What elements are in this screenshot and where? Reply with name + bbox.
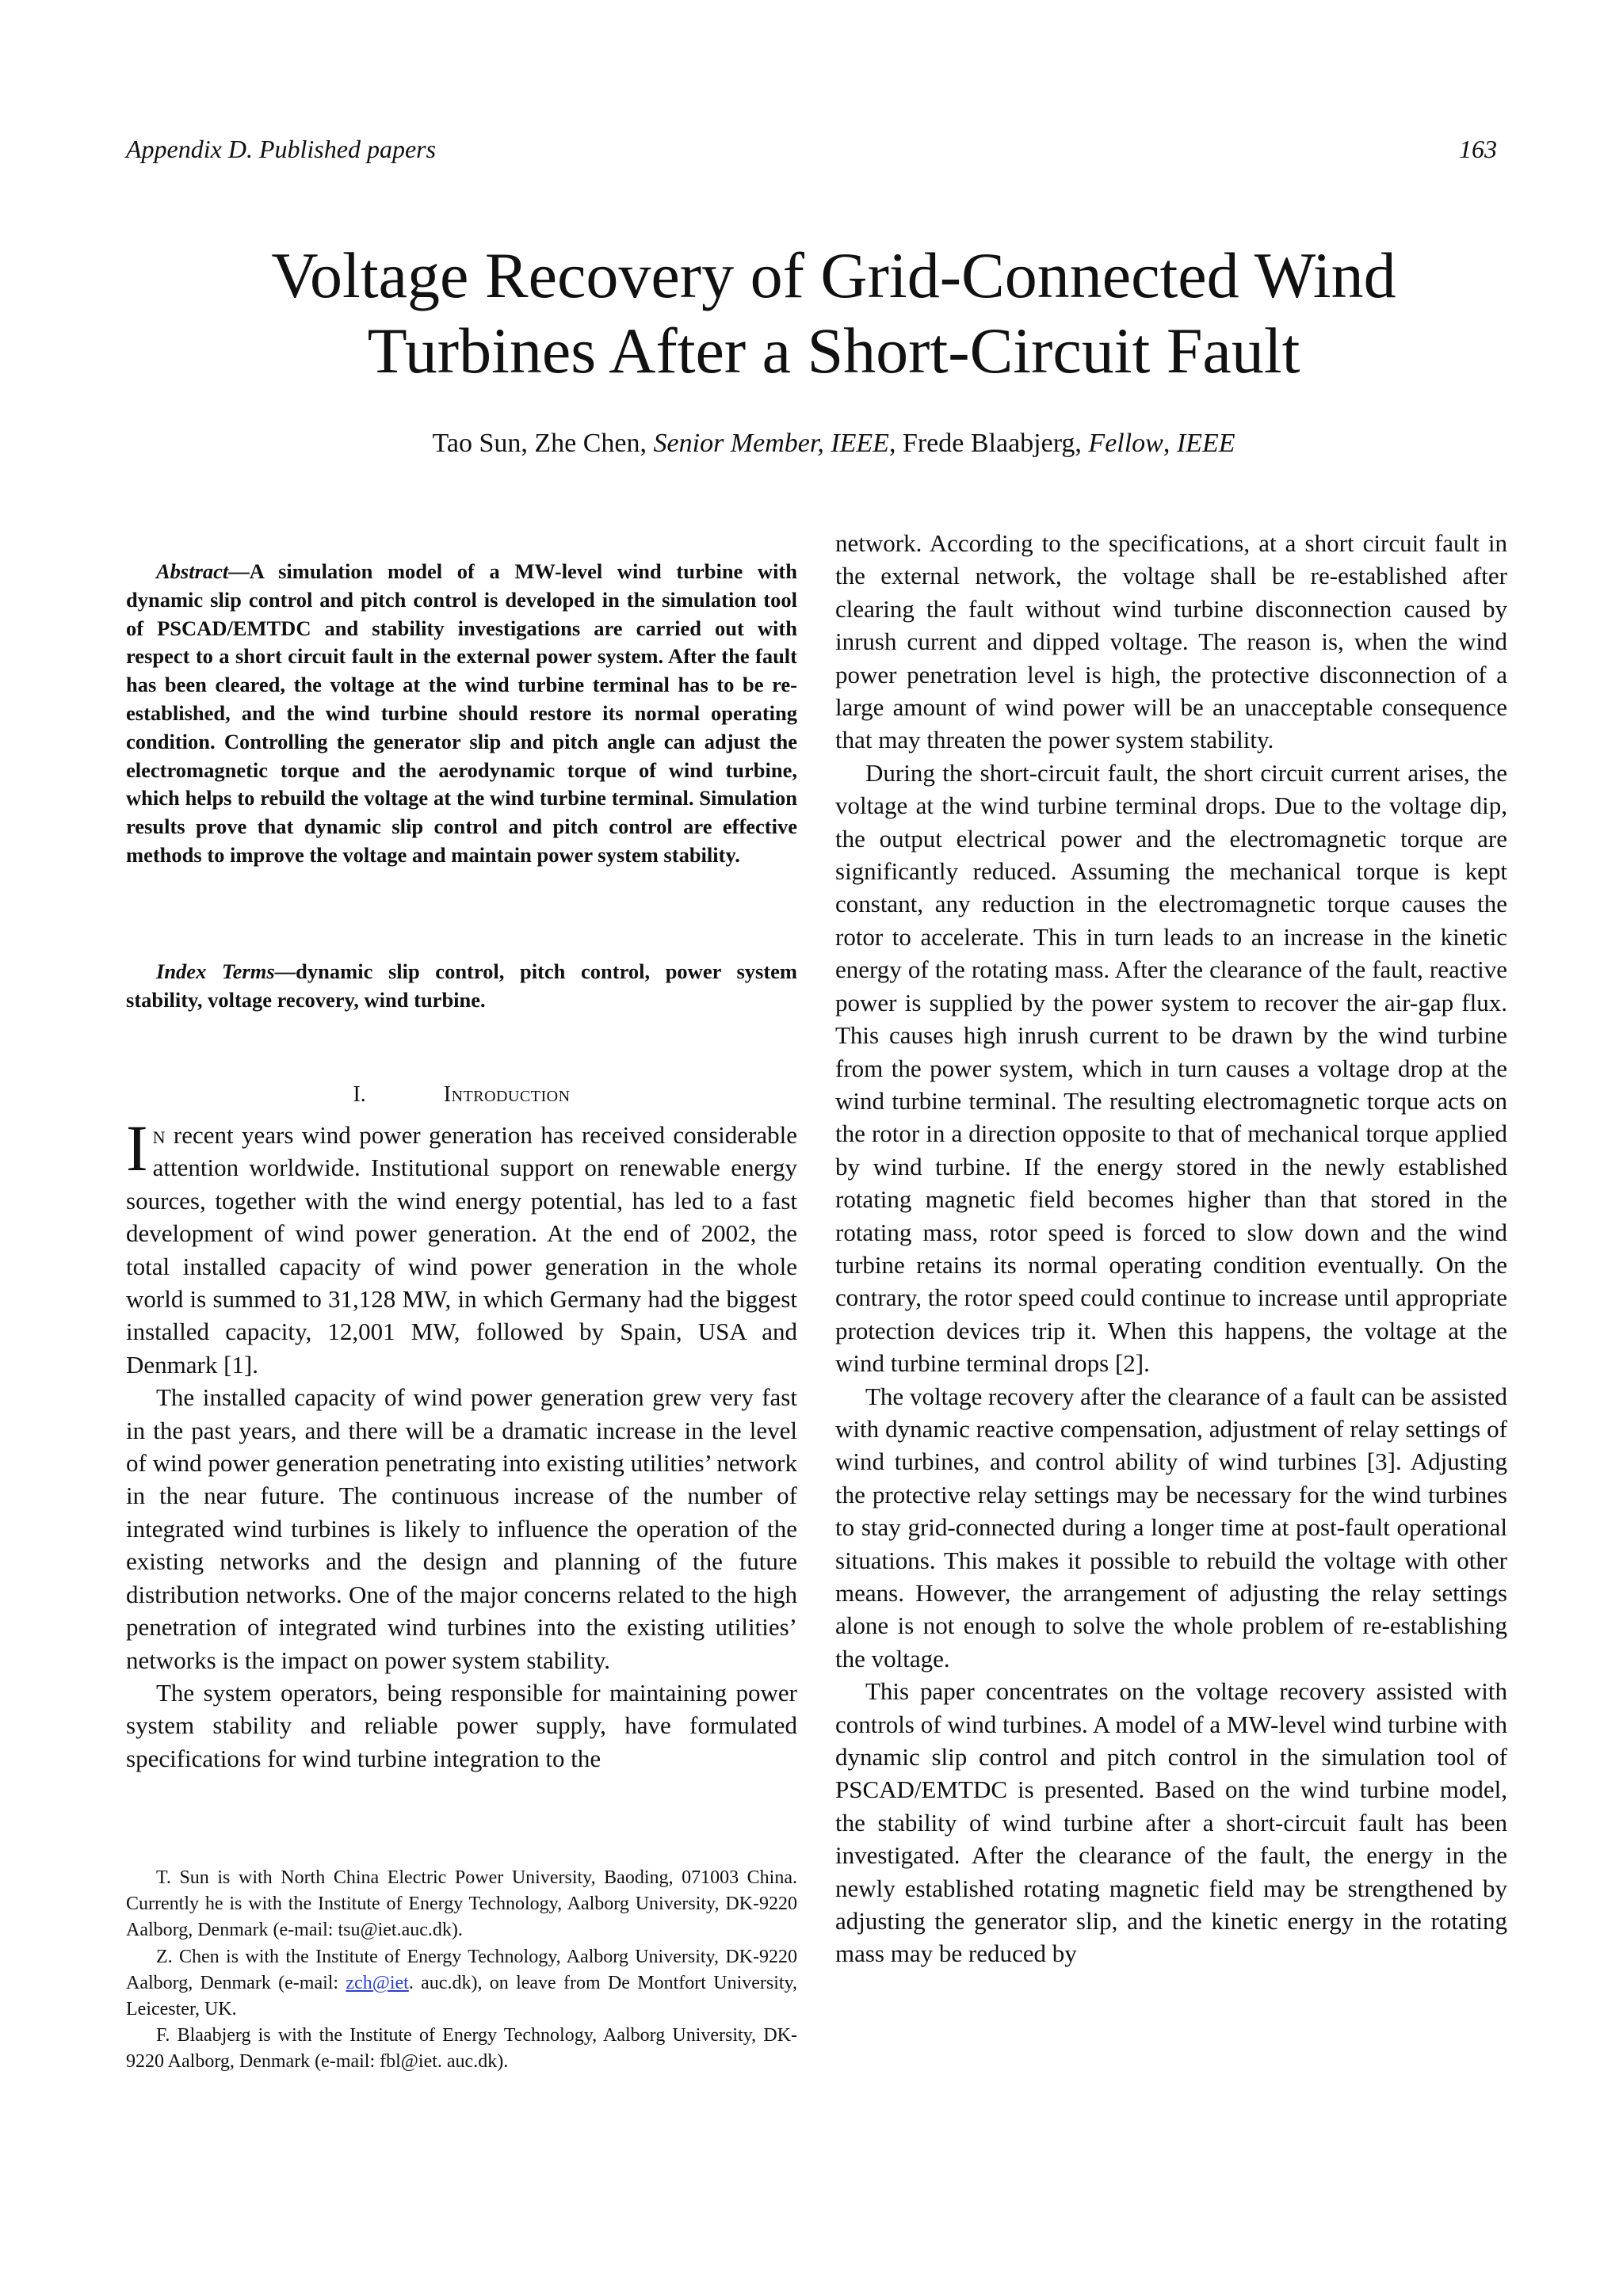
section-title: Introduction (443, 1082, 571, 1107)
paper-title-line-1: Voltage Recovery of Grid-Connected Wind (271, 239, 1396, 311)
right-column-body (835, 527, 1507, 1970)
section-number: I. (353, 1082, 366, 1107)
footnote-3: F. Blaabjerg is with the Institute of Energy Technology, Aalborg University, DK-9220 Aalborg, Denmark (e-mail: fbl@iet. auc.dk). (126, 2025, 797, 2073)
author-line (158, 426, 1509, 461)
intro-paragraph-3: The system operators, being responsible for maintaining power system stability and reliable power supply, have formulated specifications for wind turbine integration to the (126, 1678, 797, 1772)
right-paragraph-1: network. According to the specifications, at a short circuit fault in the external network, the voltage shall be re-established after clearing the fault without wind turbine disconnection caused by inrush current and dipped voltage. The reason is, when the wind power penetration level is high, the protective disconnection of a large amount of wind power will be an unacceptable consequence that may threaten the power system stability. (835, 529, 1507, 754)
right-paragraph-4: This paper concentrates on the voltage recovery assisted with controls of wind turbines. A model of a MW-level wind turbine with dynamic slip control and pitch control in the simulation tool of PSCAD/EMTDC is presented. Based on the wind turbine model, the stability of wind turbine after a short-circuit fault has been investigated. After the clearance of the fault, the energy in the newly established rotating magnetic field may be strengthened by adjusting the generator slip, and the kinetic energy in the rotating mass may be reduced by (835, 1677, 1507, 1968)
abstract (126, 558, 797, 870)
author-role-2: Fellow (1088, 429, 1163, 458)
author-org-2: IEEE (1176, 429, 1235, 458)
right-paragraph-2: During the short-circuit fault, the short circuit current arises, the voltage at the wind turbine terminal drops. Due to the voltage dip, the output electrical power and the electromagnetic torque are significantly reduced. Assuming the mechanical torque is kept constant, any reduction in the electromagnetic torque causes the rotor to accelerate. This in turn leads to an increase in the kinetic energy of the rotating mass. After the clearance of the fault, reactive power is supplied by the power system to recover the air-gap flux. This causes high inrush current to be drawn by the wind turbine from the power system, which in turn causes a voltage drop at the wind turbine terminal. The resulting electromagnetic torque acts on the rotor in a direction opposite to that of mechanical torque applied by wind turbine. If the energy stored in the newly established rotating magnetic field becomes higher than that stored in the rotating mass, rotor speed is forced to slow down and the wind turbine retains its normal operating condition eventually. On the contrary, the rotor speed could continue to increase until appropriate protection devices trip it. When this happens, the voltage at the wind turbine terminal drops [2]. (835, 758, 1507, 1378)
footnote-2-text-pre: Z. Chen is with the Institute of Energy Technology, Aalborg University, DK-9220 Aalborg, Denmark (e-mail: (126, 1946, 797, 1993)
running-title: Appendix D. Published papers (126, 135, 437, 163)
author-separator: , (1163, 429, 1177, 458)
paper-title (158, 238, 1509, 388)
intro-paragraph-2: The installed capacity of wind power generation grew very fast in the past years, and there will be a dramatic increase in the level of wind power generation penetrating into existing utilities’ network in the near future. The continuous increase of the number of integrated wind turbines is likely to influence the operation of the existing networks and the design and planning of the future distribution networks. One of the major concerns related to the high penetration of integrated wind turbines into the existing utilities’ networks is the impact on power system stability. (126, 1383, 797, 1674)
index-terms-label: Index Terms (156, 959, 275, 983)
author-role-1: Senior Member, IEEE (653, 429, 889, 458)
drop-cap: I (126, 1112, 148, 1184)
footnote-1: T. Sun is with North China Electric Power University, Baoding, 071003 China. Currently he is with the Institute of Energy Technology, Aalborg University, DK-9220 Aalborg, Denmark (e-mail: tsu@iet.auc.dk). (126, 1867, 797, 1941)
section-heading-introduction (126, 1081, 797, 1109)
intro-paragraph-1-text: recent years wind power generation has received considerable attention worldwide. Institutional support on renewable energy sources, together with the wind energy potential, has led to a fast development of wind power generation. At the end of 2002, the total installed capacity of wind power generation in the whole world is summed to 31,128 MW, in which Germany had the biggest installed capacity, 12,001 MW, followed by Spain, USA and Denmark [1]. (126, 1121, 797, 1379)
abstract-label: Abstract (156, 559, 229, 583)
introduction-body (126, 1112, 797, 1775)
page-number: 163 (1459, 135, 1497, 163)
author-names-1: Tao Sun, Zhe Chen, (432, 429, 654, 458)
index-terms-text: —dynamic slip control, pitch control, power system stability, voltage recovery, wind turbine. (126, 959, 797, 1012)
footnote-2-text-post: . auc.dk), on leave from De Montfort University, Leicester, UK. (126, 1972, 798, 2020)
right-paragraph-3: The voltage recovery after the clearance of a fault can be assisted with dynamic reactive compensation, adjustment of relay settings of wind turbines, and control ability of wind turbines [3]. Adjusting the protective relay settings may be necessary for the wind turbines to stay grid-connected during a longer time at post-fault operational situations. This makes it possible to rebuild the voltage with other means. However, the arrangement of adjusting the relay settings alone is not enough to solve the whole problem of re-establishing the voltage. (835, 1382, 1507, 1672)
author-names-2: , Frede Blaabjerg, (888, 429, 1089, 458)
first-word-rest: n (152, 1121, 166, 1149)
email-link[interactable]: zch@iet (346, 1972, 409, 1993)
footnote-2 (126, 1944, 797, 2023)
intro-paragraph-1 (126, 1112, 797, 1381)
paper-title-line-2: Turbines After a Short-Circuit Fault (367, 315, 1300, 387)
abstract-text: —A simulation model of a MW-level wind turbine with dynamic slip control and pitch control is developed in the simulation tool of PSCAD/EMTDC and stability investigations are carried out with respect to a short circuit fault in the external power system. After the fault has been cleared, the voltage at the wind turbine terminal has to be re-established, and the wind turbine should restore its normal operating condition. Controlling the generator slip and pitch angle can adjust the electromagnetic torque and the aerodynamic torque of wind turbine, which helps to rebuild the voltage at the wind turbine terminal. Simulation results prove that dynamic slip control and pitch control are effective methods to improve the voltage and maintain power system stability. (126, 559, 797, 867)
index-terms (126, 957, 797, 1014)
author-footnotes (126, 1865, 797, 2076)
